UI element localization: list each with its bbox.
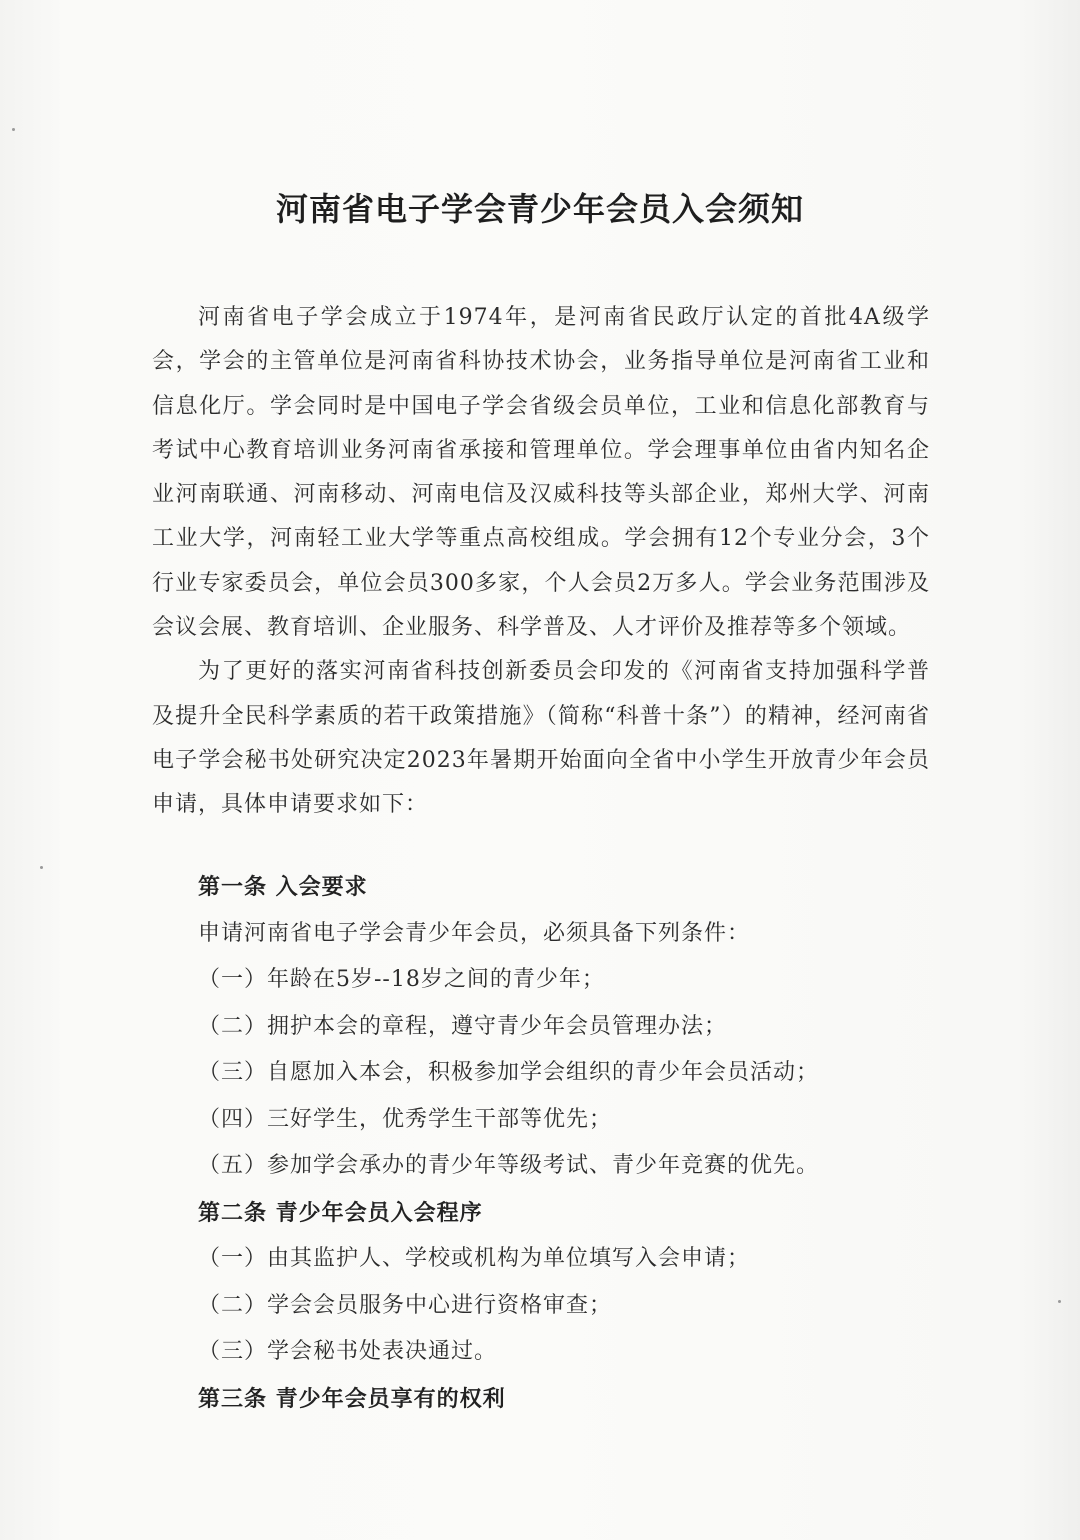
document-title: 河南省电子学会青少年会员入会须知 <box>275 190 804 228</box>
article-lead: 申请河南省电子学会青少年会员，必须具备下列条件： <box>198 920 751 946</box>
scan-speck <box>1058 1300 1061 1303</box>
list-item: （三）学会秘书处表决通过。 <box>198 1339 498 1364</box>
article-heading: 第一条 入会要求 <box>198 874 368 900</box>
list-item: （五）参加学会承办的青少年等级考试、青少年竞赛的优先。 <box>198 1153 820 1178</box>
article-heading: 第三条 青少年会员享有的权利 <box>198 1385 506 1412</box>
list-item: （二）学会会员服务中心进行资格审查； <box>198 1292 613 1318</box>
article-heading: 第二条 青少年会员入会程序 <box>198 1199 483 1226</box>
list-item: （三）自愿加入本会，积极参加学会组织的青少年会员活动； <box>198 1060 820 1085</box>
list-item: （二）拥护本会的章程，遵守青少年会员管理办法； <box>198 1013 728 1039</box>
list-item: （一）年龄在5岁--18岁之间的青少年； <box>198 967 605 992</box>
list-item: （四）三好学生，优秀学生干部等优先； <box>198 1106 613 1132</box>
scan-speck <box>40 866 43 869</box>
intro-paragraph: 河南省电子学会成立于1974年，是河南省民政厅认定的首批4A级学会，学会的主管单位是河南省科协技术协会，业务指导单位是河南省工业和信息化厅。学会同时是中国电子学会省级会员单位，工业和信息化部教育与考试中心教育培训业务河南省承接和管理单位。学会理事单位由省内知名企业河南联通、河南移动、河南电信及汉威科技等头部企业，郑州大学、河南工业大学，河南轻工业大学等重点高校组成。学会拥有12个专业分会，3个行业专家委员会，单位会员300多家，个人会员2万多人。学会业务范围涉及会议会展、教育培训、企业服务、科学普及、人才评价及推荐等多个领域。 <box>152 305 930 641</box>
articles-section <box>198 864 928 1422</box>
intro-section <box>152 296 930 828</box>
intro-paragraph: 为了更好的落实河南省科技创新委员会印发的《河南省支持加强科学普及提升全民科学素质的若干政策措施》（简称“科普十条”）的精神，经河南省电子学会秘书处研究决定2023年暑期开始面向全省中小学生开放青少年会员申请，具体申请要求如下： <box>152 659 930 818</box>
scan-speck <box>12 128 15 131</box>
list-item: （一）由其监护人、学校或机构为单位填写入会申请； <box>198 1246 751 1271</box>
